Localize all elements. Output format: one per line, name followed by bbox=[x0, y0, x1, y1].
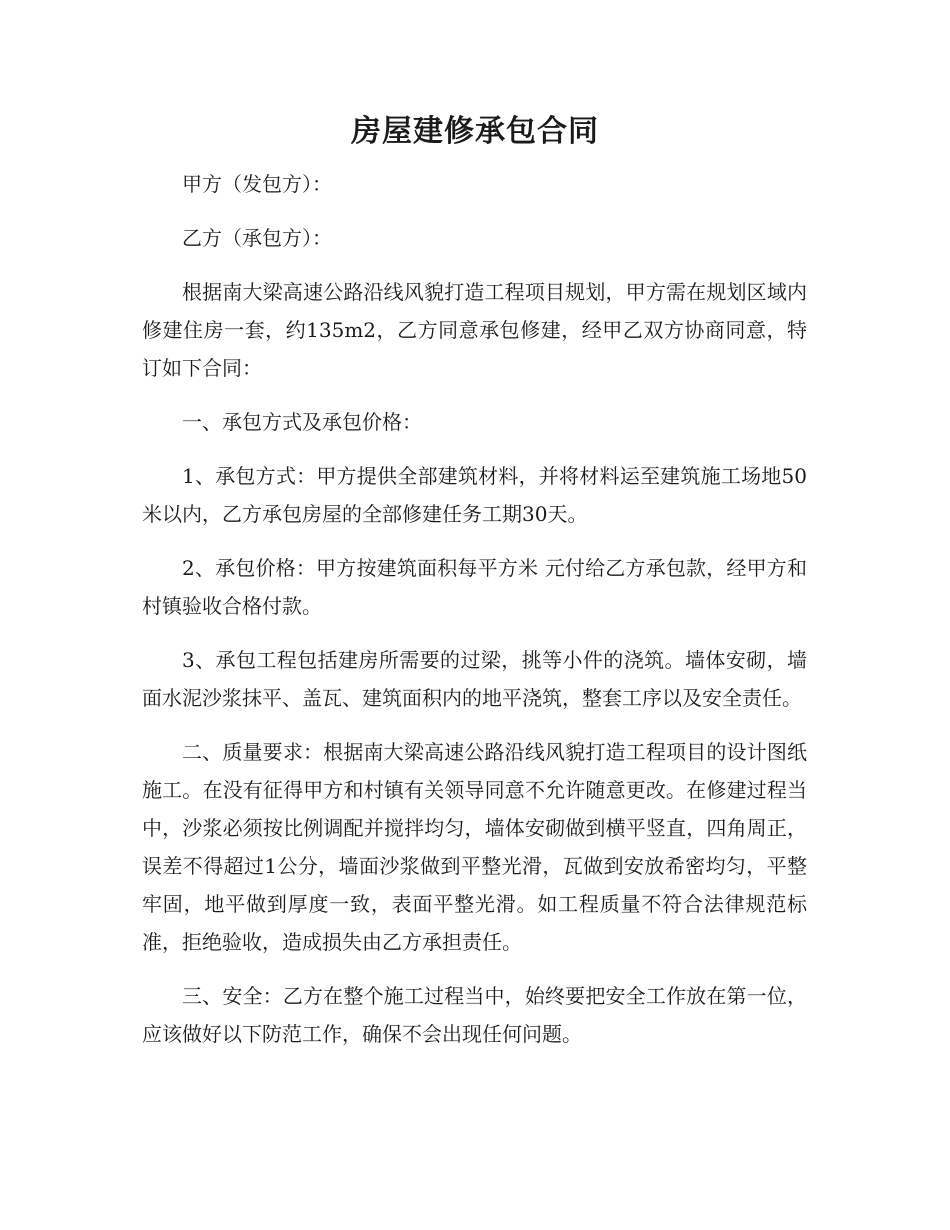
document-title: 房屋建修承包合同 bbox=[351, 114, 599, 149]
preamble-paragraph: 根据南大梁高速公路沿线风貌打造工程项目规划，甲方需在规划区域内修建住房一套，约135m2，乙方同意承包修建，经甲乙双方协商同意，特订如下合同： bbox=[142, 280, 807, 380]
clause-contract-price: 2、承包价格：甲方按建筑面积每平方米 元付给乙方承包款，经甲方和村镇验收合格付款。 bbox=[142, 556, 807, 618]
section-heading-contract-method: 一、承包方式及承包价格： bbox=[182, 410, 422, 434]
clause-contract-scope: 3、承包工程包括建房所需要的过梁，挑等小件的浇筑。墙体安砌，墙面水泥沙浆抹平、盖瓦、建筑面积内的地平浇筑，整套工序以及安全责任。 bbox=[142, 648, 807, 710]
document-body bbox=[142, 165, 807, 1069]
clause-contract-method: 1、承包方式：甲方提供全部建筑材料，并将材料运至建筑施工场地50米以内，乙方承包房屋的全部修建任务工期30天。 bbox=[142, 464, 807, 526]
section-quality-requirements: 二、质量要求：根据南大梁高速公路沿线风貌打造工程项目的设计图纸施工。在没有征得甲方和村镇有关领导同意不允许随意更改。在修建过程当中，沙浆必须按比例调配并搅拌均匀，墙体安砌做到横平竖直，四角周正，误差不得超过1公分，墙面沙浆做到平整光滑，瓦做到安放希密均匀，平整牢固，地平做到厚度一致，表面平整光滑。如工程质量不符合法律规范标准，拒绝验收，造成损失由乙方承担责任。 bbox=[142, 740, 807, 954]
party-a-line: 甲方（发包方）： bbox=[182, 172, 332, 196]
party-b-line: 乙方（承包方）： bbox=[182, 226, 332, 250]
section-safety: 三、安全：乙方在整个施工过程当中，始终要把安全工作放在第一位，应该做好以下防范工作，确保不会出现任何问题。 bbox=[142, 984, 807, 1046]
